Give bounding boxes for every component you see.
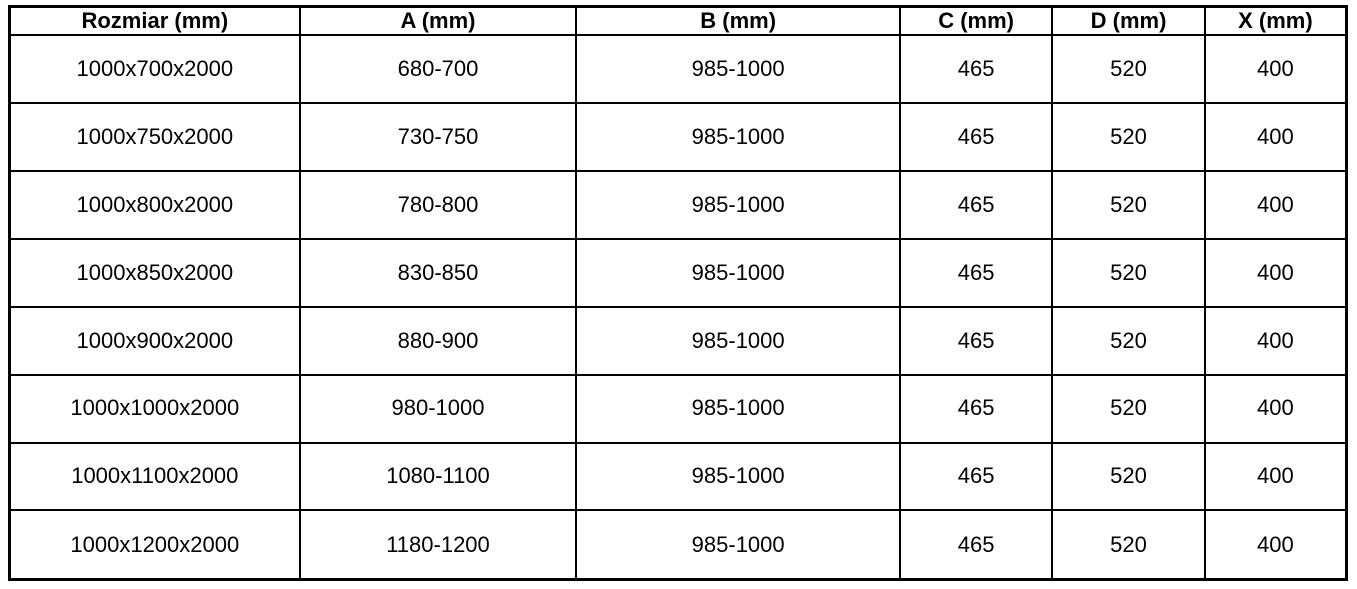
cell-d: 520: [1052, 510, 1204, 579]
cell-x: 400: [1205, 443, 1347, 511]
column-header-rozmiar: Rozmiar (mm): [10, 7, 300, 36]
cell-a: 980-1000: [300, 375, 577, 443]
cell-rozmiar: 1000x750x2000: [10, 103, 300, 171]
cell-rozmiar: 1000x1200x2000: [10, 510, 300, 579]
table-row: [10, 103, 1347, 171]
cell-b: 985-1000: [576, 35, 900, 103]
cell-d: 520: [1052, 307, 1204, 375]
cell-c: 465: [900, 239, 1052, 307]
cell-c: 465: [900, 35, 1052, 103]
header-row: [10, 7, 1347, 36]
table-row: [10, 375, 1347, 443]
cell-c: 465: [900, 103, 1052, 171]
cell-b: 985-1000: [576, 103, 900, 171]
cell-d: 520: [1052, 443, 1204, 511]
cell-a: 1080-1100: [300, 443, 577, 511]
cell-d: 520: [1052, 239, 1204, 307]
table-row: [10, 510, 1347, 579]
column-header-c: C (mm): [900, 7, 1052, 36]
cell-d: 520: [1052, 171, 1204, 239]
cell-a: 880-900: [300, 307, 577, 375]
column-header-b: B (mm): [576, 7, 900, 36]
table-row: [10, 35, 1347, 103]
cell-x: 400: [1205, 171, 1347, 239]
cell-b: 985-1000: [576, 239, 900, 307]
cell-x: 400: [1205, 307, 1347, 375]
table-row: [10, 171, 1347, 239]
cell-b: 985-1000: [576, 171, 900, 239]
cell-c: 465: [900, 375, 1052, 443]
cell-d: 520: [1052, 35, 1204, 103]
table-row: [10, 239, 1347, 307]
cell-a: 1180-1200: [300, 510, 577, 579]
dimension-table-container: [8, 5, 1348, 581]
table-row: [10, 443, 1347, 511]
cell-x: 400: [1205, 510, 1347, 579]
cell-c: 465: [900, 171, 1052, 239]
cell-rozmiar: 1000x700x2000: [10, 35, 300, 103]
cell-a: 680-700: [300, 35, 577, 103]
cell-a: 780-800: [300, 171, 577, 239]
cell-c: 465: [900, 443, 1052, 511]
column-header-d: D (mm): [1052, 7, 1204, 36]
cell-rozmiar: 1000x1000x2000: [10, 375, 300, 443]
cell-x: 400: [1205, 239, 1347, 307]
cell-a: 730-750: [300, 103, 577, 171]
cell-rozmiar: 1000x1100x2000: [10, 443, 300, 511]
column-header-a: A (mm): [300, 7, 577, 36]
column-header-x: X (mm): [1205, 7, 1347, 36]
cell-d: 520: [1052, 375, 1204, 443]
cell-b: 985-1000: [576, 443, 900, 511]
cell-b: 985-1000: [576, 307, 900, 375]
dimension-table: [8, 5, 1348, 581]
cell-c: 465: [900, 510, 1052, 579]
cell-x: 400: [1205, 375, 1347, 443]
cell-rozmiar: 1000x800x2000: [10, 171, 300, 239]
cell-b: 985-1000: [576, 375, 900, 443]
cell-d: 520: [1052, 103, 1204, 171]
cell-b: 985-1000: [576, 510, 900, 579]
cell-a: 830-850: [300, 239, 577, 307]
cell-rozmiar: 1000x900x2000: [10, 307, 300, 375]
table-row: [10, 307, 1347, 375]
cell-rozmiar: 1000x850x2000: [10, 239, 300, 307]
table-header: [10, 7, 1347, 36]
table-body: [10, 35, 1347, 579]
cell-c: 465: [900, 307, 1052, 375]
cell-x: 400: [1205, 35, 1347, 103]
cell-x: 400: [1205, 103, 1347, 171]
